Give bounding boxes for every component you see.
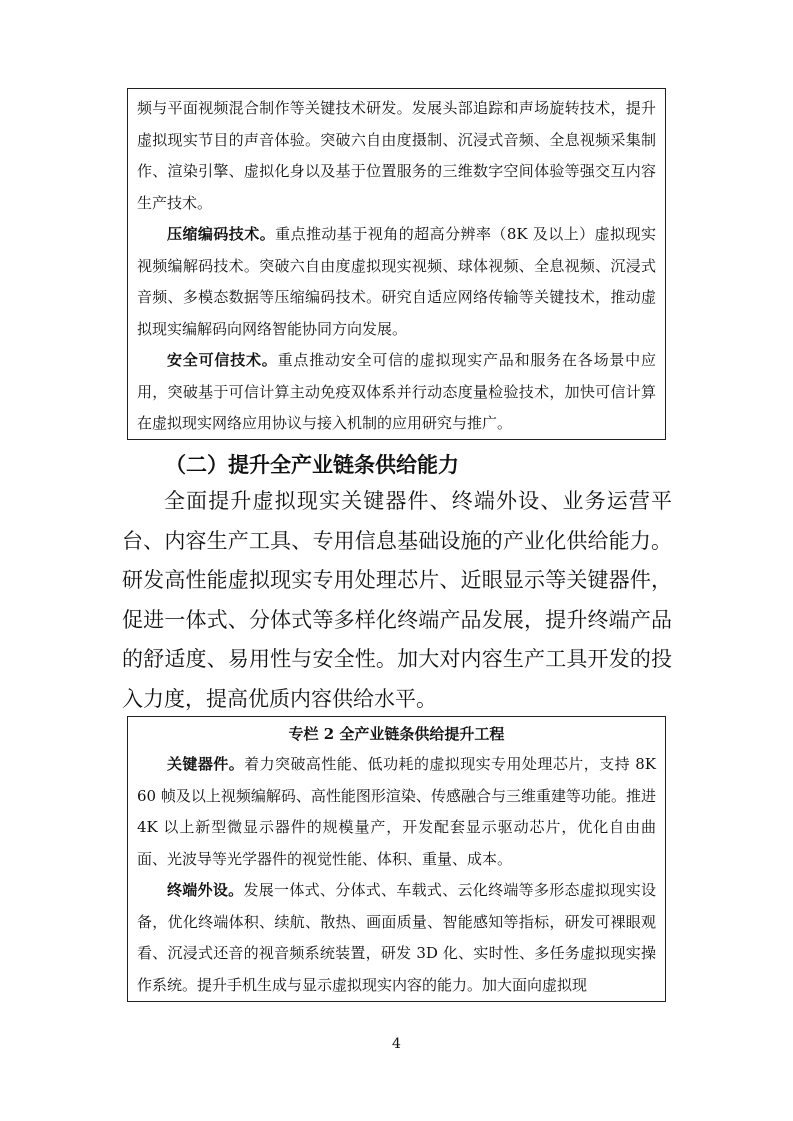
- box1-paragraph-1: [137, 93, 656, 219]
- box1-paragraph-2-text: 重点推动基于视角的超高分辨率（8K 及以上）虚拟现实视频编解码技术。突破六自由度虚拟现实视频、球体视频、全息视频、沉浸式音频、多模态数据等压缩编码技术。研究自适应网络传输等关键技术，推动虚拟现实编解码向网络智能协同方向发展。: [137, 225, 656, 338]
- section-heading: （二）提升全产业链条供给能力: [165, 452, 459, 477]
- section-body-paragraph: 全面提升虚拟现实关键器件、终端外设、业务运营平台、内容生产工具、专用信息基础设施的产业化供给能力。研发高性能虚拟现实专用处理芯片、近眼显示等关键器件，促进一体式、分体式等多样化终端产品发展，提升终端产品的舒适度、易用性与安全性。加大对内容生产工具开发的投入力度，提高优质内容供给水平。: [122, 489, 672, 711]
- box1-paragraph-1-text: 频与平面视频混合制作等关键技术研发。发展头部追踪和声场旋转技术，提升虚拟现实节目的声音体验。突破六自由度摄制、沉浸式音频、全息视频采集制作、渲染引擎、虚拟化身以及基于位置服务的三维数字空间体验等强交互内容生产技术。: [137, 99, 656, 212]
- box2-paragraph-2-label: 终端外设。: [167, 881, 244, 899]
- box2-paragraph-2-text: 发展一体式、分体式、车载式、云化终端等多形态虚拟现实设备，优化终端体积、续航、散热、画面质量、智能感知等指标，研发可裸眼观看、沉浸式还音的视音频系统装置，研发 3D 化、实时性、多任务虚拟现实操作系统。提升手机生成与显示虚拟现实内容的能力。加大面向虚拟现: [137, 881, 656, 994]
- column-box-continued: [127, 88, 666, 440]
- box2-paragraph-1: [137, 749, 656, 875]
- box1-paragraph-2-label: 压缩编码技术。: [167, 225, 276, 243]
- box1-paragraph-3-label: 安全可信技术。: [167, 351, 278, 369]
- column-box-2: [127, 716, 666, 1002]
- box2-paragraph-1-text: 着力突破高性能、低功耗的虚拟现实专用处理芯片，支持 8K 60 帧及以上视频编解码、高性能图形渲染、传感融合与三维重建等功能。推进 4K 以上新型微显示器件的规模量产，开发配套显示驱动芯片，优化自由曲面、光波导等光学器件的视觉性能、体积、重量、成本。: [137, 755, 656, 868]
- box2-paragraph-2: [137, 875, 656, 1001]
- box1-paragraph-2: [137, 219, 656, 345]
- page-number: 4: [392, 1036, 401, 1052]
- box1-paragraph-3: [137, 345, 656, 440]
- box2-paragraph-1-label: 关键器件。: [167, 755, 245, 773]
- box1-paragraph-3-text: 重点推动安全可信的虚拟现实产品和服务在各场景中应用，突破基于可信计算主动免疫双体系并行动态度量检验技术，加快可信计算在虚拟现实网络应用协议与接入机制的应用研究与推广。: [137, 351, 656, 432]
- box2-title: 专栏 2 全产业链条供给提升工程: [288, 725, 505, 743]
